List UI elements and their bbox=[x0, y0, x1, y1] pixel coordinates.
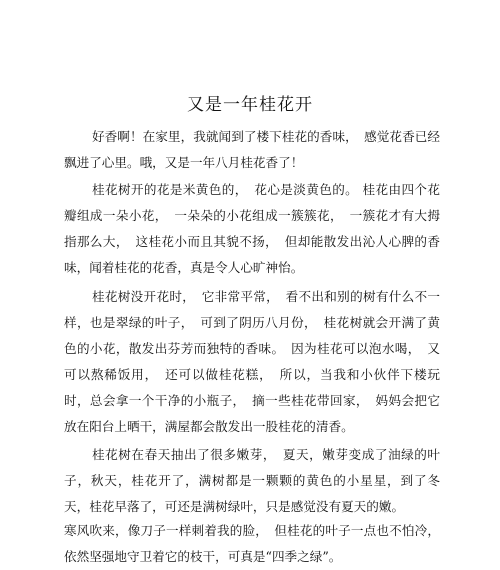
paragraph-4: 桂花树在春天抽出了很多嫩芽， 夏天，嫩芽变成了油绿的叶子，秋天，桂花开了，满树都是一颗颗的黄色的小星星，到了冬天，桂花早落了，可还是满树绿叶，只是感觉没有夏天的嫩。 bbox=[64, 447, 440, 514]
paragraph-5: 寒风吹来，像刀子一样刺着我的脸， 但桂花的叶子一点也不怕冷，依然坚强地守卫着它的枝干，可真是“四季之绿”。 bbox=[64, 523, 440, 564]
paragraph-1: 好香啊！在家里，我就闻到了楼下桂花的香味， 感觉花香已经飘进了心里。哦，又是一年八月桂花香了！ bbox=[64, 129, 440, 170]
paragraph-2: 桂花树开的花是米黄色的， 花心是淡黄色的。 桂花由四个花瓣组成一朵小花， 一朵朵的小花组成一簇簇花， 一簇花才有大拇指那么大， 这桂花小而且其貌不扬， 但却能散发出沁人心脾的香味，闻着桂花的花香，真是令人心旷神怡。 bbox=[64, 182, 440, 275]
paragraph-3: 桂花树没开花时， 它非常平常， 看不出和别的树有什么不一样，也是翠绿的叶子， 可到了阴历八月份， 桂花树就会开满了黄色的小花，散发出芬芳而独特的香味。 因为桂花可以泡水喝， 又可以熬稀饭用， 还可以做桂花糕， 所以，当我和小伙伴下楼玩时，总会拿一个干净的小瓶子， 摘一些桂花带回家， 妈妈会把它放在阳台上晒干，满屋都会散发出一股桂花的清香。 bbox=[64, 289, 440, 434]
document-title: 又是一年桂花开 bbox=[187, 95, 313, 115]
